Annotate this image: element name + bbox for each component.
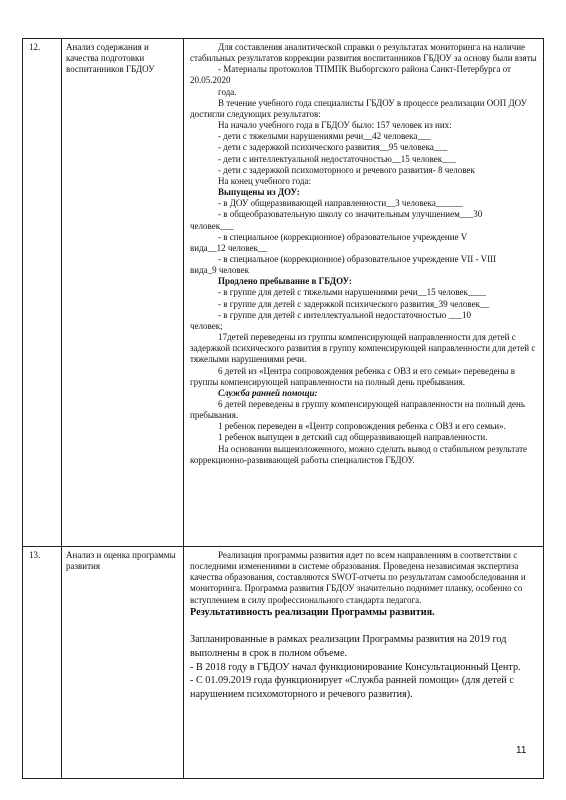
paragraph: Продлено пребывание в ГБДОУ: [218, 276, 352, 287]
paragraph: - в специальное (коррекционное) образовательное учреждение VII - VIII [218, 253, 497, 264]
paragraph: - в группе для детей с интеллектуальной недостаточностью ___10 [218, 309, 471, 320]
paragraph: - в группе для детей с тяжелыми нарушениями речи__15 человек____ [218, 287, 486, 298]
paragraph: - дети с задержкой психического развития__95 человека___ [218, 142, 448, 153]
paragraph: - в группе для детей с задержкой психического развития_39 человек__ [218, 298, 489, 309]
table-row [23, 39, 544, 547]
paragraph: - дети с интеллектуальной недостаточностью__15 человек___ [218, 153, 456, 164]
row-number: 12. [23, 39, 62, 547]
paragraph: года. [218, 86, 237, 97]
paragraph: человек___ [190, 220, 234, 231]
paragraph: вида__12 человек__ [190, 242, 267, 253]
paragraph: На начало учебного года в ГБДОУ было: 157 человек из них: [218, 120, 452, 131]
table-row [23, 547, 544, 779]
paragraph: человек; [190, 320, 223, 331]
row-title: Анализ и оценка программы развития [62, 547, 184, 779]
paragraph: - в общеобразовательную школу со значительным улучшением___30 [218, 209, 483, 220]
page-number: 11 [516, 745, 527, 756]
paragraph: 1 ребенок переведен в «Центр сопровождения ребенка с ОВЗ и его семьи». [218, 421, 506, 432]
row-content [184, 39, 544, 547]
paragraph: - В 2018 году в ГБДОУ начал функционирование Консультационный Центр. [190, 661, 521, 673]
report-table [22, 38, 544, 779]
paragraph: - дети с тяжелыми нарушениями речи__42 человека___ [218, 131, 431, 142]
paragraph: Выпущены из ДОУ: [218, 187, 300, 198]
paragraph: Реализация программы развития идет по всем направлениям в соответствии с последними изменениями в системе образования. Проведена независимая экспертиза качества образования, составляются SWOT-отчеты по результатам самообследования и мониторинга. Программа развития ГБДОУ значительно поднимет планку, особенно со вступлением в силу профессионального стандарта педагога. [190, 550, 526, 605]
paragraph: В течение учебного года специалисты ГБДОУ в процессе реализации ООП ДОУ достигли следующих результатов: [190, 97, 528, 119]
row-title: Анализ содержания и качества подготовки воспитанников ГБДОУ [62, 39, 184, 547]
paragraph: 17детей переведены из группы компенсирующей направленности для детей с задержкой психического развития в группу компенсирующей направленности для детей с тяжелыми нарушениями речи. [190, 332, 536, 365]
paragraph: На конец учебного года: [218, 175, 311, 186]
paragraph: 6 детей из «Центра сопровождения ребенка с ОВЗ и его семьи» переведены в группы компенсирующей направленности на полный день пребывания. [190, 365, 515, 387]
paragraph [190, 619, 539, 633]
paragraph: - дети с задержкой психомоторного и речевого развития- 8 человек [218, 164, 475, 175]
paragraph: 6 детей переведены в группу компенсирующей направленности на полный день пребывания. [190, 399, 525, 421]
paragraph: Служба ранней помощи: [218, 387, 318, 398]
paragraph: - в ДОУ общеразвивающей направленности__3 человека______ [218, 198, 463, 209]
row-number: 13. [23, 547, 62, 779]
row-content [184, 547, 544, 779]
paragraph: Запланированные в рамках реализации Программы развития на 2019 год выполнены в срок в полном объеме. [190, 634, 507, 659]
paragraph: Для составления аналитической справки о результатах мониторинга на наличие стабильных результатов коррекции развития воспитанников ГБДОУ за основу были взяты [190, 42, 537, 64]
paragraph: - в специальное (коррекционное) образовательное учреждение V [218, 231, 468, 242]
paragraph: Результативность реализации Программы развития. [190, 606, 435, 618]
paragraph: На основании вышеизложенного, можно сделать вывод о стабильном результате коррекционно-развивающей работы специалистов ГБДОУ. [190, 443, 528, 465]
paragraph: вида_9 человек [190, 265, 249, 276]
paragraph: 1 ребенок выпущен в детский сад общеразвивающей направленности. [218, 432, 488, 443]
paragraph: - С 01.09.2019 года функционирует «Служба ранней помощи» (для детей с нарушением психомоторного и речевого развития). [190, 675, 514, 700]
paragraph: - Материалы протоколов ТПМПК Выборгского района Санкт-Петербурга от 20.05.2020 [190, 64, 511, 86]
